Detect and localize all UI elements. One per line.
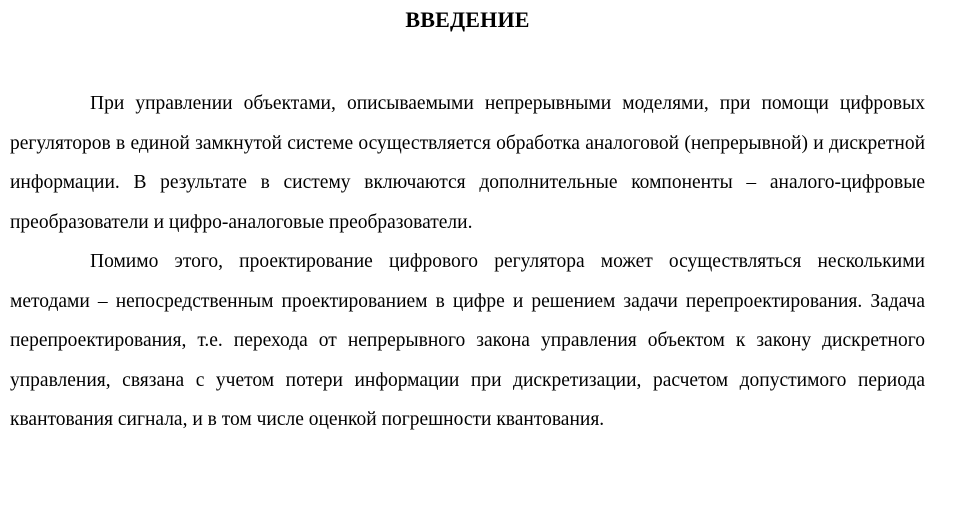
- paragraph-1: При управлении объектами, описываемыми непрерывными моделями, при помощи цифровых регуляторов в единой замкнутой системе осуществляется обработка аналоговой (непрерывной) и дискретной информации. В результате в систему включаются дополнительные компоненты – аналого-цифровые преобразователи и цифро-аналоговые преобразователи.: [10, 93, 925, 233]
- paragraph-2: Помимо этого, проектирование цифрового регулятора может осуществляться несколькими методами – непосредственным проектированием в цифре и решением задачи перепроектирования. Задача перепроектирования, т.е. перехода от непрерывного закона управления объектом к закону дискретного управления, связана с учетом потери информации при дискретизации, расчетом допустимого периода квантования сигнала, и в том числе оценкой погрешности квантования.: [10, 251, 925, 430]
- document-body: [10, 84, 925, 440]
- document-title: ВВЕДЕНИЕ: [405, 7, 530, 32]
